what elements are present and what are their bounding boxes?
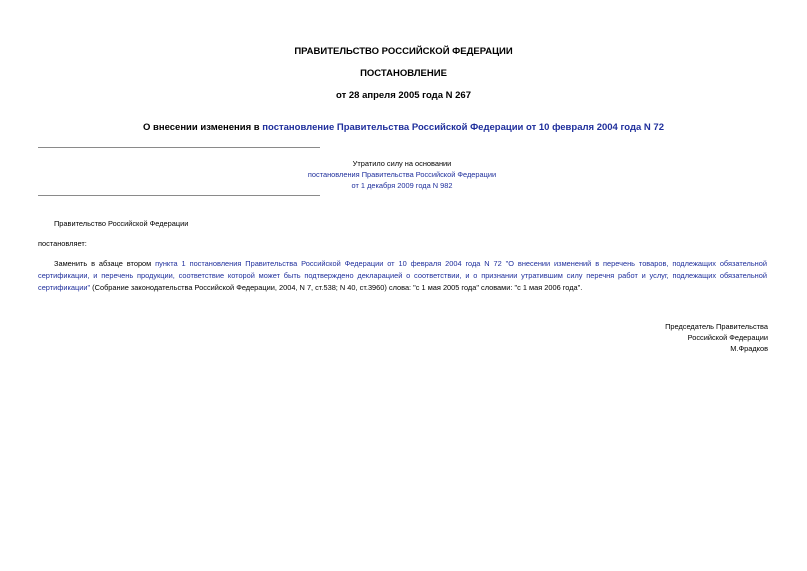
date-number-heading: от 28 апреля 2005 года N 267	[336, 90, 471, 101]
document-title	[0, 122, 807, 134]
paragraph-rest: (Собрание законодательства Российской Федерации, 2004, N 7, ст.538; N 40, ст.3960) слова: "с 1 мая 2005 года" словами: "с 1 мая 2006 года".	[90, 283, 583, 292]
signature-block	[665, 321, 768, 354]
issuer-text: Правительство Российской Федерации	[54, 219, 189, 228]
status-bottom-divider	[38, 195, 320, 196]
decree-word: постановляет:	[38, 239, 87, 248]
status-top-divider	[38, 147, 320, 148]
repealing-decree-date-link[interactable]: от 1 декабря 2009 года N 982	[351, 181, 453, 190]
status-note	[202, 158, 602, 191]
signature-name: М.Фрадков	[730, 344, 768, 353]
paragraph-reference-link[interactable]: пункта 1 постановления Правительства Российской Федерации от 10 февраля 2004 года N 72 "О внесении изменений в перечень товаров, подлежащих обязательной сертификации, и перечень продукции, соответствие которой может быть подтверждено декларацией о соответствии, и о признании утратившим силу перечня работ и услуг, подлежащих обязательной сертификации"	[38, 259, 767, 292]
repealing-decree-link[interactable]: постановления Правительства Российской Федерации	[307, 170, 497, 179]
document-type-heading: ПОСТАНОВЛЕНИЕ	[360, 68, 447, 79]
status-note-line: Утратило силу на основании	[352, 159, 452, 168]
document-title-prefix: О внесении изменения в	[142, 122, 263, 133]
paragraph-intro: Заменить в абзаце втором	[54, 259, 156, 268]
government-heading: ПРАВИТЕЛЬСТВО РОССИЙСКОЙ ФЕДЕРАЦИИ	[294, 46, 513, 57]
amended-decree-link[interactable]: постановление Правительства Российской Федерации от 10 февраля 2004 года N 72	[262, 122, 664, 133]
signature-organization: Российской Федерации	[687, 333, 768, 342]
decree-paragraph	[38, 258, 767, 294]
signature-title: Председатель Правительства	[665, 322, 768, 331]
